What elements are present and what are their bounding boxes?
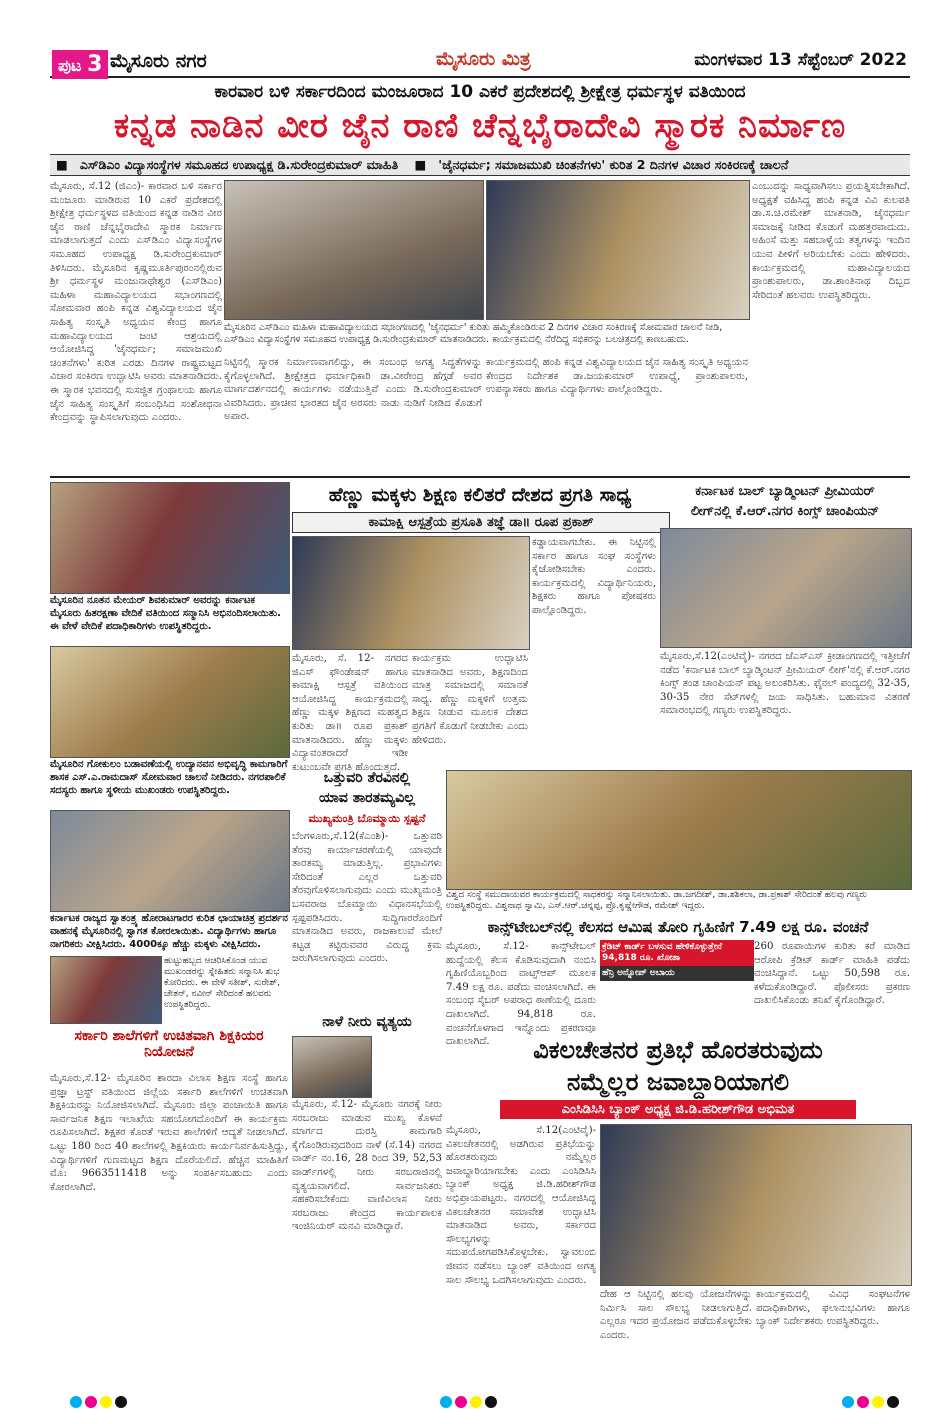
birthday-caption: ಹುಟ್ಟುಹಬ್ಬದ ಆಚರಿಸಿಕೊಂಡ ಯುವ ಮುಖಂಡರನ್ನು ಸ್ನೇಹಿತರು ಸನ್ಮಾನಿಸಿ ಶುಭ ಕೋರಿದರು. ಈ ವೇಳೆ ಸತೀಶ್, ಸುರೇಶ್, ಚೇತನ್, ನವೀನ್ ಸೇರಿದಂತೆ ಹಲವರು ಉಪಸ್ಥಿತರಿದ್ದರು.	[164, 956, 280, 1010]
page-number-badge	[52, 50, 108, 79]
page-number: 3	[87, 52, 103, 77]
award-ceremony-photo	[446, 770, 912, 890]
section-divider	[50, 476, 910, 478]
disabled-caption-left: ದೇಹ ಆ ನಿಟ್ಟಿನಲ್ಲಿ ಹಲವು ಯೋಜನೆಗಳನ್ನು ನಿರ್ಮಿಸಿ ಸಾಲ ಸೌಲಭ್ಯ ನೀಡಲಾಗುತ್ತಿದೆ. ಎಲ್ಲರೂ ಇದರ ಪ್ರಯೋಜನ ಪಡೆದುಕೊಳ್ಳಬೇಕು ಎಂದರು.	[600, 1289, 752, 1341]
lead-subhead-left: ಎಸ್‌ಡಿಎಂ ವಿದ್ಯಾಸಂಸ್ಥೆಗಳ ಸಮೂಹದ ಉಪಾಧ್ಯಕ್ಷ ಡಿ.ಸುರೇಂದ್ರಕುಮಾರ್ ಮಾಹಿತಿ	[79, 157, 399, 172]
girls-education-headline: ಹೆಣ್ಣು ಮಕ್ಕಳು ಶಿಕ್ಷಣ ಕಲಿತರೆ ದೇಶದ ಪ್ರಗತಿ ಸಾಧ್ಯ	[328, 484, 632, 506]
lead-photo-speaker	[224, 180, 484, 320]
girls-education-col1: ಮೈಸೂರು, ಸೆ. 12- ನಗರದ ಜಿಎಸ್ ಫೌಂಡೇಷನ್ ಹಾಗೂ ಕಾಮಾಕ್ಷಿ ಆಸ್ಪತ್ರೆ ವತಿಯಿಂದ ಆಯೋಜಿಸಿದ್ದ ಕಾರ್ಯಕ್ರಮದಲ್ಲಿ ಹೆಣ್ಣು ಮಕ್ಕಳ ಶಿಕ್ಷಣದ ಮಹತ್ವದ ಕುರಿತು ಡಾ॥ ರೂಪ ಪ್ರಕಾಶ್ ಮಾತನಾಡಿದರು. ಹೆಣ್ಣು ಮಕ್ಕಳು ವಿದ್ಯಾವಂತರಾದರೆ ಇಡೀ ಕುಟುಂಬವೇ ಪ್ರಗತಿ ಹೊಂದುತ್ತದೆ.	[292, 653, 408, 773]
exhibition-vehicle-caption: ಕರ್ನಾಟಕ ರಾಜ್ಯದ ಸ್ವಾತಂತ್ರ್ಯ ಹೋರಾಟಗಾರರ ಕುರಿತ ಛಾಯಾಚಿತ್ರ ಪ್ರದರ್ಶನ ವಾಹನಕ್ಕೆ ಮೈಸೂರಿನಲ್ಲಿ ಸ್ವಾಗತ ಕೋರಲಾಯಿತು. ವಿದ್ಯಾರ್ಥಿಗಳು ಹಾಗೂ ನಾಗರಿಕರು ವೀಕ್ಷಿಸಿದರು. 4000ಕ್ಕೂ ಹೆಚ್ಚು ಮಕ್ಕಳು ವೀಕ್ಷಿಸಿದರು.	[50, 913, 288, 950]
lead-subhead-right: 'ಜೈನಧರ್ಮ; ಸಮಾಜಮುಖಿ ಚಿಂತನೆಗಳು' ಕುರಿತ 2 ದಿನಗಳ ವಿಚಾರ ಸಂಕಿರಣಕ್ಕೆ ಚಾಲನೆ	[438, 157, 789, 172]
disabled-subhead: ಎಂಸಿಡಿಸಿಸಿ ಬ್ಯಾಂಕ್ ಅಧ್ಯಕ್ಷ ಜಿ.ಡಿ.ಹರೀಶ್‌ಗೌಡ ಅಭಿಮತ	[500, 1100, 856, 1119]
lead-column-2: ನಿಟ್ಟಿನಲ್ಲಿ ಸ್ಮಾರಕ ನಿರ್ಮಾಣವಾಗಲಿದ್ದು, ಈ ಸಂಬಂಧ ಅಗತ್ಯ ಸಿದ್ಧತೆಗಳನ್ನು ಕೈಗೊಳ್ಳಲಾಗಿದೆ. ಶ್ರೀಕ್ಷೇತ್ರದ ಧರ್ಮಾಧಿಕಾರಿ ಡಾ.ವೀರೇಂದ್ರ ಹೆಗ್ಗಡೆ ಅವರ ಮಾರ್ಗದರ್ಶನದಲ್ಲಿ ಕಾರ್ಯಗಳು ನಡೆಯುತ್ತಿವೆ ಎಂದು ಡಿ.ಸುರೇಂದ್ರಕುಮಾರ್ ವಿವರಿಸಿದರು. ಪ್ರಾಚೀನ ಭಾರತದ ಜೈನ ಅರಸರು ನಾಡು ನುಡಿಗೆ ನೀಡಿದ ಕೊಡುಗೆ ಅಪಾರ.	[224, 357, 482, 423]
girls-education-col2: ಕಾರ್ಯಕ್ರಮ ಉದ್ಘಾಟಿಸಿ ಮಾತನಾಡಿದ ಅವರು, ಶಿಕ್ಷಣದಿಂದ ಮಾತ್ರ ಸಮಾಜದಲ್ಲಿ ಸಮಾನತೆ ಸಾಧ್ಯ. ಹೆಣ್ಣು ಮಕ್ಕಳಿಗೆ ಉತ್ತಮ ಶಿಕ್ಷಣ ನೀಡುವ ಮೂಲಕ ದೇಶದ ಪ್ರಗತಿಗೆ ಕೊಡುಗೆ ನೀಡಬೇಕು ಎಂದು ಹೇಳಿದರು.	[412, 653, 528, 746]
encroachment-headline-line2: ಯಾವ ತಾರತಮ್ಯವಿಲ್ಲ	[319, 790, 415, 806]
lead-column-1: ಮೈಸೂರು, ಸೆ.12 (ಜಿಎಂ)- ಕಾರವಾರ ಬಳಿ ಸರ್ಕಾರ ಮಂಜೂರು ಮಾಡಿರುವ 10 ಎಕರೆ ಪ್ರದೇಶದಲ್ಲಿ ಶ್ರೀಕ್ಷೇತ್ರ ಧರ್ಮಸ್ಥಳದ ವತಿಯಿಂದ ಕನ್ನಡ ನಾಡಿನ ವೀರ ಜೈನ ರಾಣಿ ಚೆನ್ನಭೈರಾದೇವಿ ಸ್ಮಾರಕ ನಿರ್ಮಾಣ ಮಾಡಲಾಗುತ್ತದೆ ಎಂದು ಎಸ್‌ಡಿಎಂ ವಿದ್ಯಾಸಂಸ್ಥೆಗಳ ಸಮೂಹದ ಉಪಾಧ್ಯಕ್ಷ ಡಿ.ಸುರೇಂದ್ರಕುಮಾರ್ ತಿಳಿಸಿದರು. ಮೈಸೂರಿನ ಕೃಷ್ಣಮೂರ್ತಿಪುರಂನಲ್ಲಿರುವ ಶ್ರೀ ಧರ್ಮಸ್ಥಳ ಮಂಜುನಾಥೇಶ್ವರ (ಎಸ್‌ಡಿಎಂ) ಮಹಿಳಾ ಮಹಾವಿದ್ಯಾಲಯದ ಸಭಾಂಗಣದಲ್ಲಿ ಸೋಮವಾರ ಹಂಪಿ ಕನ್ನಡ ವಿಶ್ವವಿದ್ಯಾಲಯದ ಜೈನ ಸಾಹಿತ್ಯ ಸಂಸ್ಕೃತಿ ಅಧ್ಯಯನ ಕೇಂದ್ರ ಹಾಗೂ ಮಹಾವಿದ್ಯಾಲಯದ ಜಂಟಿ ಆಶ್ರಯದಲ್ಲಿ ಆಯೋಜಿಸಿದ್ದ 'ಜೈನಧರ್ಮ; ಸಮಾಜಮುಖಿ ಚಿಂತನೆಗಳು' ಕುರಿತ ಎರಡು ದಿನಗಳ ರಾಷ್ಟ್ರಮಟ್ಟದ ವಿಚಾರ ಸಂಕಿರಣ ಉದ್ಘಾಟಿಸಿ ಅವರು ಮಾತನಾಡಿದರು. ಈ ಸ್ಮಾರಕ ಭವನದಲ್ಲಿ ಸುಸಜ್ಜಿತ ಗ್ರಂಥಾಲಯ ಹಾಗೂ ಜೈನ ಸಾಹಿತ್ಯ ಸಂಸ್ಕೃತಿಗೆ ಸಂಬಂಧಿಸಿದ ಸಂಶೋಧನಾ ಕೇಂದ್ರವನ್ನು ಸ್ಥಾಪಿಸಲಾಗುವುದು ಎಂದರು.	[50, 181, 222, 424]
page-label: ಪುಟ	[58, 56, 82, 75]
park-inauguration-caption: ಮೈಸೂರಿನ ಗೋಕುಲಂ ಬಡಾವಣೆಯಲ್ಲಿ ಉದ್ಯಾನವನ ಅಭಿವೃದ್ಧಿ ಕಾಮಗಾರಿಗೆ ಶಾಸಕ ಎಸ್.ಎ.ರಾಮದಾಸ್ ಸೋಮವಾರ ಚಾಲನೆ ನೀಡಿದರು. ನಗರಪಾಲಿಕೆ ಸದಸ್ಯರು ಹಾಗೂ ಸ್ಥಳೀಯ ಮುಖಂಡರು ಉಪಸ್ಥಿತರಿದ್ದರು.	[50, 759, 288, 796]
lead-subheads	[50, 154, 910, 176]
lead-column-3: ಕಾರ್ಯಕ್ರಮದಲ್ಲಿ ಹಂಪಿ ಕನ್ನಡ ವಿಶ್ವವಿದ್ಯಾಲಯದ ಜೈನ ಸಾಹಿತ್ಯ ಸಂಸ್ಕೃತಿ ಅಧ್ಯಯನ ಕೇಂದ್ರದ ನಿರ್ದೇಶಕ ಡಾ.ಜಯಕುಮಾರ್ ಉಪಾಧ್ಯೆ, ಪ್ರಾಂಶುಪಾಲರು, ಉಪನ್ಯಾಸಕರು ಹಾಗೂ ವಿದ್ಯಾರ್ಥಿಗಳು ಪಾಲ್ಗೊಂಡಿದ್ದರು.	[486, 357, 748, 396]
disabled-caption-right: ಕಾರ್ಯಕ್ರಮದಲ್ಲಿ ವಿವಿಧ ಸಂಘಟನೆಗಳ ಪದಾಧಿಕಾರಿಗಳು, ಫಲಾನುಭವಿಗಳು ಹಾಗೂ ಬ್ಯಾಂಕ್ ನಿರ್ದೇಶಕರು ಉಪಸ್ಥಿತರಿದ್ದರು.	[756, 1289, 910, 1328]
color-registration-marks	[842, 1393, 902, 1405]
disabled-headline-line2: ನಮ್ಮೆಲ್ಲರ ಜವಾಬ್ದಾರಿಯಾಗಲಿ	[566, 1068, 790, 1096]
girls-education-col3: ಕಡ್ಡಾಯವಾಗಬೇಕು. ಈ ನಿಟ್ಟಿನಲ್ಲಿ ಸರ್ಕಾರ ಹಾಗೂ ಸಂಘ ಸಂಸ್ಥೆಗಳು ಕೈಜೋಡಿಸಬೇಕು ಎಂದರು. ಕಾರ್ಯಕ್ರಮದಲ್ಲಿ ವಿದ್ಯಾರ್ಥಿನಿಯರು, ಶಿಕ್ಷಕರು ಹಾಗೂ ಪೋಷಕರು ಪಾಲ್ಗೊಂಡಿದ್ದರು.	[532, 537, 656, 616]
fraud-highlight-2: ಹೆನ್ರಿ ಅನ್ನೋಪ್ ಅಬಾಯ	[600, 966, 754, 981]
disabled-event-photo	[600, 1124, 912, 1286]
mayor-felicitation-caption: ಮೈಸೂರಿನ ನೂತನ ಮೇಯರ್ ಶಿವಕುಮಾರ್ ಅವರನ್ನು ಕರ್ನಾಟಕ ಮೈಸೂರು ಹಿತರಕ್ಷಣಾ ವೇದಿಕೆ ವತಿಯಿಂದ ಸನ್ಮಾನಿಸಿ ಅಭಿನಂದಿಸಲಾಯಿತು. ಈ ವೇಳೆ ವೇದಿಕೆ ಪದಾಧಿಕಾರಿಗಳು ಉಪಸ್ಥಿತರಿದ್ದರು.	[50, 595, 281, 632]
disabled-headline-line1: ವಿಕಲಚೇತನರ ಪ್ರತಿಭೆ ಹೊರತರುವುದು	[533, 1036, 823, 1064]
sports-body: ಮೈಸೂರು,ಸೆ.12(ಎಂಟಿವೈ)- ನಗರದ ಜೆಎಸ್‌ಎಸ್ ಕ್ರೀಡಾಂಗಣದಲ್ಲಿ ಇತ್ತೀಚೆಗೆ ನಡೆದ 'ಕರ್ನಾಟಕ ಬಾಲ್ ಬ್ಯಾಡ್ಮಿಂಟನ್ ಪ್ರೀಮಿಯರ್ ಲೀಗ್'ನಲ್ಲಿ ಕೆ.ಆರ್.ನಗರ ಕಿಂಗ್ಸ್ ತಂಡ ಚಾಂಪಿಯನ್ ಪಟ್ಟ ಅಲಂಕರಿಸಿತು. ಫೈನಲ್ ಪಂದ್ಯದಲ್ಲಿ 32-35, 30-35 ನೇರ ಸೆಟ್‌ಗಳಲ್ಲಿ ಜಯ ಸಾಧಿಸಿತು. ಬಹುಮಾನ ವಿತರಣೆ ಸಮಾರಂಭದಲ್ಲಿ ಗಣ್ಯರು ಉಪಸ್ಥಿತರಿದ್ದರು.	[660, 651, 910, 717]
lead-column-4: ಎಂಬುದನ್ನು ಸಾಧ್ಯವಾಗಿಸಲು ಪ್ರಯತ್ನಿಸಬೇಕಾಗಿದೆ. ಅಧ್ಯಕ್ಷತೆ ವಹಿಸಿದ್ದ ಹಂಪಿ ಕನ್ನಡ ವಿವಿ ಕುಲಪತಿ ಡಾ.ಸ.ಚಿ.ರಮೇಶ್ ಮಾತನಾಡಿ, ಜೈನಧರ್ಮ ಸಮಾಜಕ್ಕೆ ನೀಡಿದ ಕೊಡುಗೆ ಮಹತ್ತರವಾದುದು. ಅಹಿಂಸೆ ಮತ್ತು ಸಹಬಾಳ್ವೆಯ ತತ್ವಗಳನ್ನು ಇಂದಿನ ಯುವ ಪೀಳಿಗೆ ಅರಿಯಬೇಕು ಎಂದು ಹೇಳಿದರು. ಕಾರ್ಯಕ್ರಮದಲ್ಲಿ ಮಹಾವಿದ್ಯಾಲಯದ ಪ್ರಾಂಶುಪಾಲರು, ಡಾ.ಶಾಂತಿನಾಥ ದಿಬ್ಬದ ಸೇರಿದಂತೆ ಹಲವರು ಉಪಸ್ಥಿತರಿದ್ದರು.	[752, 181, 910, 301]
dateline: ಮಂಗಳವಾರ 13 ಸೆಪ್ಟೆಂಬರ್ 2022	[694, 50, 907, 70]
exhibition-vehicle-photo	[50, 810, 290, 912]
fraud-body: ಮೈಸೂರು, ಸೆ.12- ಕಾನ್ಸ್‌ಟೇಬಲ್ ಹುದ್ದೆಯಲ್ಲಿ ಕೆಲಸ ಕೊಡಿಸುವುದಾಗಿ ನಂಬಿಸಿ ಗೃಹಿಣಿಯೊಬ್ಬರಿಂದ ವಾಟ್ಸ್ಆಪ್ ಮೂಲಕ 7.49 ಲಕ್ಷ ರೂ. ಪಡೆದು ವಂಚಿಸಲಾಗಿದೆ. ಈ ಸಂಬಂಧ ಸೈಬರ್ ಅಪರಾಧ ಠಾಣೆಯಲ್ಲಿ ದೂರು ದಾಖಲಾಗಿದೆ. 94,818 ರೂ. ವಂಚನೆಗೊಳಗಾದ ಇನ್ನೊಂದು ಪ್ರಕರಣವೂ ದಾಖಲಾಗಿದೆ.	[446, 941, 596, 1048]
fraud-headline: ಕಾನ್ಸ್‌ಟೇಬಲ್‌ನಲ್ಲಿ ಕೆಲಸದ ಆಮಿಷ ತೋರಿ ಗೃಹಿಣಿಗೆ 7.49 ಲಕ್ಷ ರೂ. ವಂಚನೆ	[487, 918, 869, 936]
lead-headline: ಕನ್ನಡ ನಾಡಿನ ವೀರ ಜೈನ ರಾಣಿ ಚೆನ್ನಭೈರಾದೇವಿ ಸ್ಮಾರಕ ನಿರ್ಮಾಣ	[113, 106, 847, 146]
section-title: ಮೈಸೂರು ನಗರ	[110, 50, 207, 72]
disabled-body: ಮೈಸೂರು, ಸೆ.12(ಎಂಟಿವೈ)- ವಿಕಲಚೇತನರಲ್ಲಿ ಅಡಗಿರುವ ಪ್ರತಿಭೆಯನ್ನು ಹೊರತರುವುದು ನಮ್ಮೆಲ್ಲರ ಜವಾಬ್ದಾರಿಯಾಗಬೇಕು ಎಂದು ಎಂಸಿಡಿಸಿಸಿ ಬ್ಯಾಂಕ್ ಅಧ್ಯಕ್ಷ ಜಿ.ಡಿ.ಹರೀಶ್‌ಗೌಡ ಅಭಿಪ್ರಾಯಪಟ್ಟರು. ನಗರದಲ್ಲಿ ಆಯೋಜಿಸಿದ್ದ ವಿಕಲಚೇತನರ ಸಮಾವೇಶ ಉದ್ಘಾಟಿಸಿ ಮಾತನಾಡಿದ ಅವರು, ಸರ್ಕಾರದ ಸೌಲಭ್ಯಗಳನ್ನು ಸದುಪಯೋಗಪಡಿಸಿಕೊಳ್ಳಬೇಕು. ಸ್ವಾವಲಂಬಿ ಜೀವನ ನಡೆಸಲು ಬ್ಯಾಂಕ್ ವತಿಯಿಂದ ಅಗತ್ಯ ಸಾಲ ಸೌಲಭ್ಯ ಒದಗಿಸಲಾಗುವುದು ಎಂದರು.	[446, 1125, 596, 1286]
teachers-body: ಮೈಸೂರು,ಸೆ.12- ಮೈಸೂರಿನ ಶಾರದಾ ವಿಲಾಸ ಶಿಕ್ಷಣ ಸಂಸ್ಥೆ ಹಾಗೂ ಪ್ರಜ್ಞಾ ಟ್ರಸ್ಟ್ ವತಿಯಿಂದ ಜಿಲ್ಲೆಯ ಸರ್ಕಾರಿ ಶಾಲೆಗಳಿಗೆ ಉಚಿತವಾಗಿ ಶಿಕ್ಷಕಿಯರನ್ನು ನಿಯೋಜಿಸಲಾಗಿದೆ. ಮೈಸೂರು ಜಿಲ್ಲಾ ಪಂಚಾಯಿತಿ ಹಾಗೂ ಸಾರ್ವಜನಿಕ ಶಿಕ್ಷಣ ಇಲಾಖೆಯ ಸಹಯೋಗದೊಂದಿಗೆ ಈ ಕಾರ್ಯಕ್ರಮ ರೂಪಿಸಲಾಗಿದೆ. ಶಿಕ್ಷಕರ ಕೊರತೆ ಇರುವ ಶಾಲೆಗಳಿಗೆ ಆದ್ಯತೆ ನೀಡಲಾಗಿದೆ. ಒಟ್ಟು 180 ರಿಂದ 40 ಶಾಲೆಗಳಲ್ಲಿ ಶಿಕ್ಷಕಿಯರು ಕಾರ್ಯನಿರ್ವಹಿಸುತ್ತಿದ್ದು, ವಿದ್ಯಾರ್ಥಿಗಳಿಗೆ ಗುಣಮಟ್ಟದ ಶಿಕ್ಷಣ ದೊರೆಯಲಿದೆ. ಹೆಚ್ಚಿನ ಮಾಹಿತಿಗೆ ಮೊ: 9663511418 ಅನ್ನು ಸಂಪರ್ಕಿಸಬಹುದು ಎಂದು ಕೋರಲಾಗಿದೆ.	[50, 1073, 288, 1193]
masthead: ಮೈಸೂರು ಮಿತ್ರ	[436, 48, 531, 70]
teachers-headline: ಸರ್ಕಾರಿ ಶಾಲೆಗಳಿಗೆ ಉಚಿತವಾಗಿ ಶಿಕ್ಷಕಿಯರ ನಿಯೋಜನೆ	[74, 1028, 264, 1060]
sports-headline-line2: ಲೀಗ್‌ನಲ್ಲಿ ಕೆ.ಆರ್.ನಗರ ಕಿಂಗ್ಸ್ ಚಾಂಪಿಯನ್	[690, 504, 880, 519]
park-inauguration-photo	[50, 646, 290, 758]
color-registration-marks	[440, 1393, 500, 1405]
award-ceremony-caption: ವಿಶ್ವದ ಸಂಸ್ಥೆ ಸಮುದಾಯವರ ಕಾರ್ಯಕ್ರಮದಲ್ಲಿ ಸಾಧಕರನ್ನು ಸನ್ಮಾನಿಸಲಾಯಿತು. ಡಾ.ಜಗದೀಶ್, ಡಾ.ಶಶಿಕಲಾ, ಡಾ.ಪ್ರಕಾಶ್ ಸೇರಿದಂತೆ ಹಲವು ಗಣ್ಯರು ಉಪಸ್ಥಿತರಿದ್ದರು. ವಿಶ್ವನಾಥ ಸ್ವಾಮಿ, ಎಸ್.ಆರ್.ಚನ್ನಪ್ಪ, ಪ್ರೊ.ಕೃಷ್ಣೇಗೌಡ, ರಮೇಶ್ ಇದ್ದರು.	[446, 890, 868, 911]
water-headline: ನಾಳೆ ನೀರು ವ್ಯತ್ಯಯ	[322, 1014, 412, 1030]
encroachment-headline-line1: ಒತ್ತುವರಿ ತೆರವಿನಲ್ಲಿ	[323, 770, 411, 786]
lead-photo-caption: ಮೈಸೂರಿನ ಎಸ್‌ಡಿಎಂ ಮಹಿಳಾ ಮಹಾವಿದ್ಯಾಲಯದ ಸಭಾಂಗಣದಲ್ಲಿ 'ಜೈನಧರ್ಮ' ಕುರಿತು ಹಮ್ಮಿಕೊಂಡಿರುವ 2 ದಿನಗಳ ವಿಚಾರ ಸಂಕಿರಣಕ್ಕೆ ಸೋಮವಾರ ಚಾಲನೆ ನೀಡಿ, ಎಸ್‌ಡಿಎಂ ವಿದ್ಯಾಸಂಸ್ಥೆಗಳ ಸಮೂಹದ ಉಪಾಧ್ಯಕ್ಷ ಡಿ.ಸುರೇಂದ್ರಕುಮಾರ್ ಮಾತನಾಡಿದರು. ಕಾರ್ಯಕ್ರಮದಲ್ಲಿ ನೆರೆದಿದ್ದ ಸಭಿಕರನ್ನು ಬಲಚಿತ್ರದಲ್ಲಿ ಕಾಣಬಹುದು.	[224, 322, 723, 345]
lead-photo-audience	[486, 180, 750, 320]
water-body: ಮೈಸೂರು, ಸೆ.12- ಮೈಸೂರು ನಗರಕ್ಕೆ ನೀರು ಸರಬರಾಜು ಮಾಡುವ ಮುಖ್ಯ ಕೊಳವೆ ಮಾರ್ಗದ ದುರಸ್ತಿ ಕಾಮಗಾರಿ ಕೈಗೊಂಡಿರುವುದರಿಂದ ನಾಳೆ (ಸೆ.14) ನಗರದ ವಾರ್ಡ್ ನಂ.16, 28 ರಿಂದ 39, 52,53 ವಾರ್ಡ್‌ಗಳಲ್ಲಿ ನೀರು ಸರಬರಾಜಿನಲ್ಲಿ ವ್ಯತ್ಯಯವಾಗಲಿದೆ. ಸಾರ್ವಜನಿಕರು ಸಹಕರಿಸಬೇಕೆಂದು ವಾಣಿವಿಲಾಸ ನೀರು ಸರಬರಾಜು ಕೇಂದ್ರದ ಕಾರ್ಯಪಾಲಕ ಇಂಜಿನಿಯರ್ ಮನವಿ ಮಾಡಿದ್ದಾರೆ.	[292, 1099, 442, 1233]
sports-headline-line1: ಕರ್ನಾಟಕ ಬಾಲ್ ಬ್ಯಾಡ್ಮಿಂಟನ್ ಪ್ರೀಮಿಯರ್	[695, 484, 875, 499]
bullet-icon: ■	[56, 157, 68, 172]
water-tap-photo	[292, 1036, 372, 1098]
girls-education-subhead: ಕಾಮಾಕ್ಷಿ ಆಸ್ಪತ್ರೆಯ ಪ್ರಸೂತಿ ತಜ್ಞೆ ಡಾ॥ ರೂಪ ಪ್ರಕಾಶ್	[292, 512, 670, 533]
fraud-body-2: 260 ರೂಪಾಯಿಗಳ ಕುರಿತು ಕರೆ ಮಾಡಿದ ಆರೋಪಿ ಕ್ರೆಡಿಟ್ ಕಾರ್ಡ್ ಮಾಹಿತಿ ಪಡೆದು ವಂಚಿಸಿದ್ದಾನೆ. ಒಟ್ಟು 50,598 ರೂ. ಕಳೆದುಕೊಂಡಿದ್ದಾರೆ. ಪೊಲೀಸರು ಪ್ರಕರಣ ದಾಖಲಿಸಿಕೊಂಡು ತನಿಖೆ ಕೈಗೊಂಡಿದ್ದಾರೆ.	[754, 941, 910, 1007]
girls-education-photo	[292, 536, 530, 650]
encroachment-subhead: ಮುಖ್ಯಮಂತ್ರಿ ಬೊಮ್ಮಾಯಿ ಸ್ಪಷ್ಟನೆ	[308, 812, 426, 825]
color-registration-marks	[70, 1393, 130, 1405]
mayor-felicitation-photo	[50, 482, 290, 594]
birthday-photo	[50, 956, 162, 1024]
encroachment-body: ಬೆಂಗಳೂರು,ಸೆ.12(ಕೆಎಂಶಿ)- ಒತ್ತುವರಿ ತೆರವು ಕಾರ್ಯಾಚರಣೆಯಲ್ಲಿ ಯಾವುದೇ ತಾರತಮ್ಯ ಮಾಡುತ್ತಿಲ್ಲ. ಪ್ರಭಾವಿಗಳು ಸೇರಿದಂತೆ ಎಲ್ಲರ ಒತ್ತುವರಿ ತೆರವುಗೊಳಿಸಲಾಗುವುದು ಎಂದು ಮುಖ್ಯಮಂತ್ರಿ ಬಸವರಾಜ ಬೊಮ್ಮಾಯಿ ವಿಧಾನಸಭೆಯಲ್ಲಿ ಸ್ಪಷ್ಟಪಡಿಸಿದರು. ಸುದ್ದಿಗಾರರೊಂದಿಗೆ ಮಾತನಾಡಿದ ಅವರು, ರಾಜಕಾಲುವೆ ಮೇಲೆ ಕಟ್ಟಡ ಕಟ್ಟಿರುವವರ ವಿರುದ್ಧ ಕ್ರಮ ಜರುಗಿಸಲಾಗುವುದು ಎಂದರು.	[292, 831, 442, 965]
lead-kicker: ಕಾರವಾರ ಬಳಿ ಸರ್ಕಾರದಿಂದ ಮಂಜೂರಾದ 10 ಎಕರೆ ಪ್ರದೇಶದಲ್ಲಿ ಶ್ರೀಕ್ಷೇತ್ರ ಧರ್ಮಸ್ಥಳ ವತಿಯಿಂದ	[214, 82, 746, 102]
bullet-icon: ■	[414, 157, 427, 172]
fraud-highlight-1: ಕ್ರೆಡಿಟ್ ಕಾರ್ಡ್ ಬಳಸುವ ಹೇಳಿಕೊಳ್ಳುತ್ತೇನೆ 94,818 ರೂ. ಖೋತಾ	[600, 940, 754, 966]
sports-team-photo	[660, 528, 912, 648]
